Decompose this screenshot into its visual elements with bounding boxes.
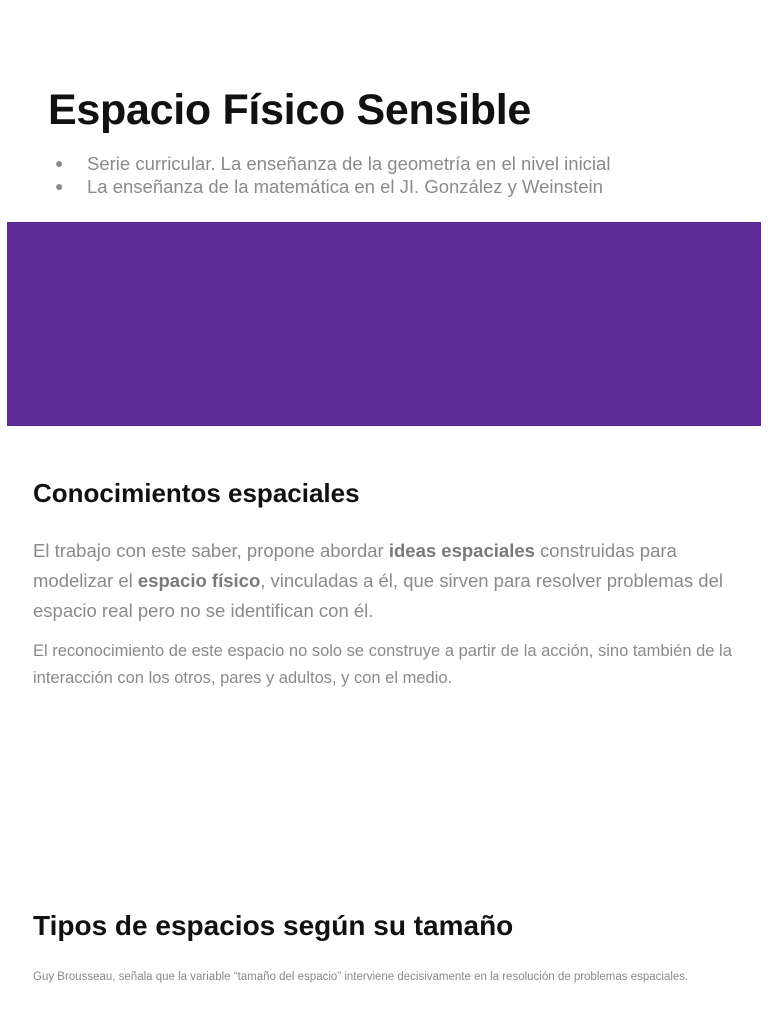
- section-paragraph: Guy Brousseau, señala que la variable “tamaño del espacio” interviene decisivamente en la resolución de problemas espaciales.: [33, 971, 689, 983]
- paragraph-text: , vinculadas a él, que sirven para resolver problemas del espacio real pero no se identifican con él.: [33, 570, 723, 621]
- page-title: Espacio Físico Sensible: [48, 86, 532, 134]
- reference-text: La enseñanza de la matemática en el JI. González y Weinstein: [87, 176, 603, 197]
- highlight-ideas-espaciales: ideas espaciales: [388, 540, 535, 561]
- section-paragraph: El reconocimiento de este espacio no solo se construye a partir de la acción, sino también de la interacción con los otros, pares y adultos, y con el medio.: [33, 642, 732, 687]
- reference-text: Serie curricular. La enseñanza de la geometría en el nivel inicial: [87, 153, 611, 174]
- list-item: [55, 175, 610, 198]
- reference-list: [55, 152, 610, 198]
- list-item: [55, 152, 610, 175]
- highlight-espacio-fisico: espacio físico: [137, 570, 261, 591]
- paragraph-text: El trabajo con este saber, propone abordar: [33, 540, 389, 561]
- purple-banner: [7, 222, 761, 426]
- paragraph-text: construidas para modelizar el: [33, 540, 677, 591]
- bullet-icon: ●: [55, 155, 64, 171]
- bullet-icon: ●: [55, 178, 64, 194]
- section-title-tipos-de-espacios: Tipos de espacios según su tamaño: [33, 910, 514, 941]
- section-title-conocimientos: Conocimientos espaciales: [33, 478, 360, 508]
- section-paragraph: [33, 536, 743, 626]
